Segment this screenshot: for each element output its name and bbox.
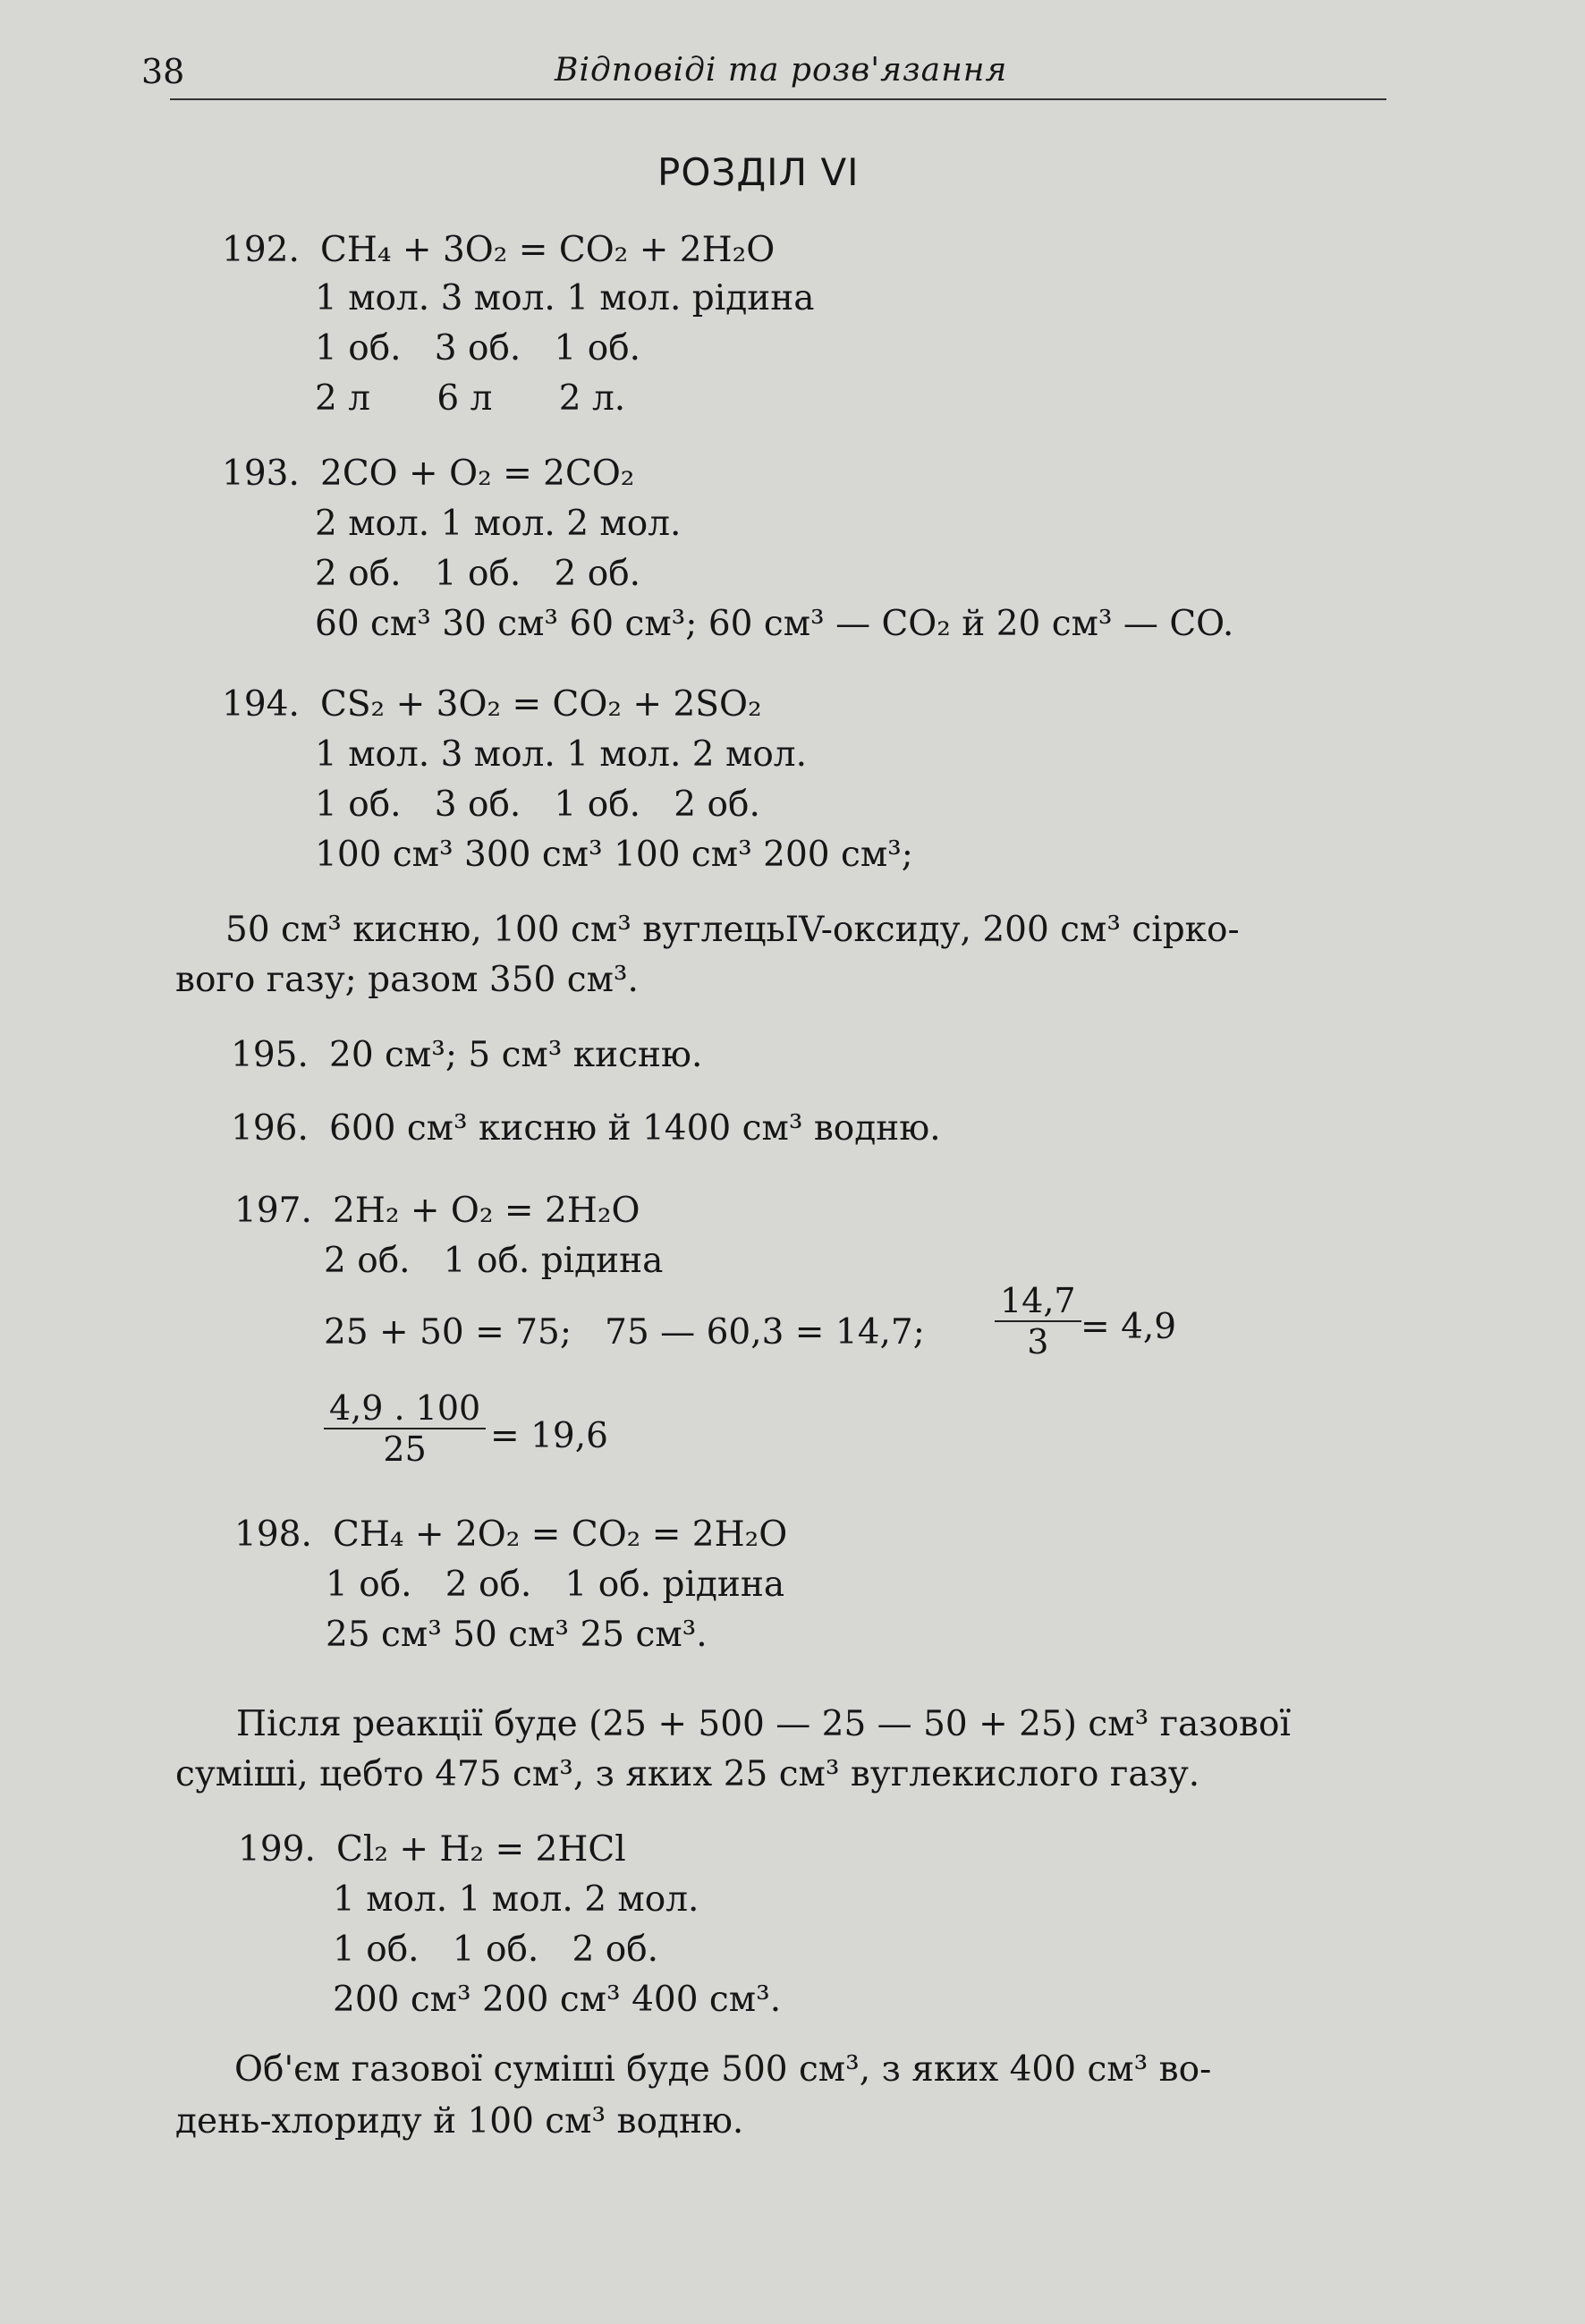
note-line: день-хлориду й 100 см³ водню. (175, 2101, 744, 2142)
problem-194-equation-line (222, 684, 762, 725)
equation-row: 200 см³ 200 см³ 400 см³. (333, 1980, 782, 2020)
equation: CS₂ + 3O₂ = CO₂ + 2SO₂ (320, 684, 762, 725)
problem-197-equation-line (234, 1191, 640, 1231)
equation: Cl₂ + H₂ = 2HCl (336, 1829, 626, 1870)
problem-number: 198. (234, 1514, 312, 1555)
equation-row: 1 мол. 1 мол. 2 мол. (333, 1879, 699, 1920)
equation-row: 1 об. 3 об. 1 об. 2 об. (315, 785, 760, 825)
fraction (324, 1388, 486, 1469)
fraction-result: = 4,9 (1081, 1307, 1177, 1347)
fraction-denominator: 25 (383, 1429, 427, 1469)
problem-195-line (231, 1035, 703, 1075)
equation: CH₄ + 3O₂ = CO₂ + 2H₂O (320, 230, 776, 270)
problem-number: 197. (234, 1191, 312, 1231)
fraction-denominator: 3 (1027, 1322, 1049, 1361)
equation-row: 1 мол. 3 мол. 1 мол. рідина (315, 278, 815, 318)
equation-row: 2 л 6 л 2 л. (315, 378, 626, 419)
equation-row: 2 об. 1 об. 2 об. (315, 554, 641, 594)
equation-row: 1 об. 3 об. 1 об. (315, 328, 641, 369)
problem-198-equation-line (234, 1514, 788, 1555)
equation-row: 1 об. 2 об. 1 об. рідина (326, 1565, 785, 1605)
problem-number: 192. (222, 230, 300, 270)
problem-number: 196. (231, 1108, 309, 1149)
running-title: Відповіді та розв'язання (555, 52, 1008, 89)
problem-number: 194. (222, 684, 300, 725)
answer-text: 20 см³; 5 см³ кисню. (329, 1035, 703, 1075)
equation-row: 1 об. 1 об. 2 об. (333, 1930, 659, 1970)
fraction-numerator: 4,9 . 100 (324, 1388, 486, 1429)
equation-row: 1 мол. 3 мол. 1 мол. 2 мол. (315, 734, 807, 775)
problem-number: 195. (231, 1035, 309, 1075)
problem-196-line (231, 1108, 941, 1149)
page-number: 38 (141, 52, 185, 91)
problem-193-equation-line (222, 454, 635, 494)
equation-row: 100 см³ 300 см³ 100 см³ 200 см³; (315, 835, 913, 875)
problem-192-equation-line (222, 230, 776, 270)
equation: 2CO + O₂ = 2CO₂ (320, 454, 635, 494)
equation-row: 2 мол. 1 мол. 2 мол. (315, 504, 682, 544)
section-title: РОЗДІЛ VI (657, 150, 860, 194)
fraction (995, 1281, 1081, 1361)
note-line: Після реакції буде (25 + 500 — 25 — 50 + 25) см³ газової (236, 1704, 1291, 1744)
problem-number: 193. (222, 454, 300, 494)
note-line: 50 см³ кисню, 100 см³ вуглецьIV-оксиду, 200 см³ сірко- (225, 910, 1240, 950)
equation: CH₄ + 2O₂ = CO₂ = 2H₂O (333, 1514, 788, 1555)
equation-row: 25 см³ 50 см³ 25 см³. (326, 1615, 708, 1655)
equation-row: 60 см³ 30 см³ 60 см³; 60 см³ — CO₂ й 20 см³ — CO. (315, 604, 1234, 644)
calculation-line: 25 + 50 = 75; 75 — 60,3 = 14,7; (324, 1312, 925, 1353)
header-rule (170, 98, 1386, 100)
problem-number: 199. (238, 1829, 316, 1870)
equation-row: 2 об. 1 об. рідина (324, 1241, 664, 1281)
answer-text: 600 см³ кисню й 1400 см³ водню. (329, 1108, 941, 1149)
fraction-numerator: 14,7 (995, 1281, 1081, 1322)
note-line: Об'єм газової суміші буде 500 см³, з яких 400 см³ во- (234, 2049, 1212, 2090)
problem-199-equation-line (238, 1829, 626, 1870)
equation: 2H₂ + O₂ = 2H₂O (333, 1191, 640, 1231)
note-line: вого газу; разом 350 см³. (175, 960, 639, 1000)
note-line: суміші, цебто 475 см³, з яких 25 см³ вуглекислого газу. (175, 1754, 1200, 1794)
fraction-result: = 19,6 (490, 1416, 608, 1456)
